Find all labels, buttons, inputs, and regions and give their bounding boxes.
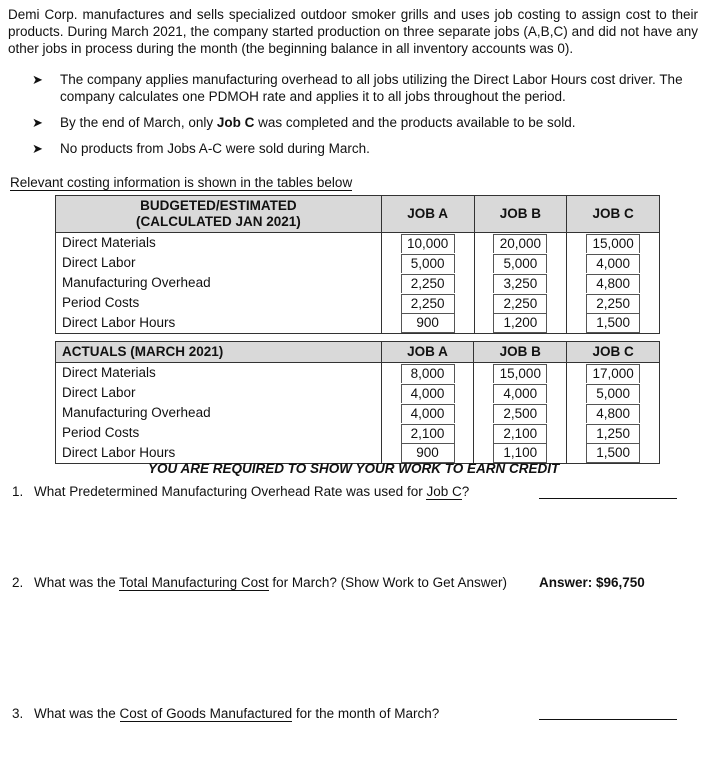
answer-3-blank[interactable] xyxy=(539,719,677,720)
actuals-col-header: JOB A xyxy=(381,342,474,363)
cell-value: 8,000 xyxy=(401,364,455,383)
row-label: Manufacturing Overhead xyxy=(56,403,382,423)
cell-value: 1,100 xyxy=(493,443,547,463)
cell-value: 1,200 xyxy=(493,313,547,333)
budget-header-row xyxy=(56,196,660,233)
budget-col-header: JOB A xyxy=(381,196,474,233)
cell-value: 900 xyxy=(401,313,455,333)
answer-1-blank[interactable] xyxy=(539,498,677,499)
bullet-item xyxy=(30,71,695,105)
cell-value: 2,100 xyxy=(401,424,455,443)
row-label: Direct Labor Hours xyxy=(56,313,382,334)
table-row xyxy=(56,293,660,313)
row-label: Direct Labor xyxy=(56,383,382,403)
cell-value: 4,800 xyxy=(586,274,640,293)
table-row xyxy=(56,313,660,334)
row-label: Period Costs xyxy=(56,423,382,443)
cell-value: 2,100 xyxy=(493,424,547,443)
actuals-table xyxy=(55,341,660,464)
cell-value: 5,000 xyxy=(401,254,455,273)
table-row xyxy=(56,233,660,254)
bullet-text: By the end of March, only xyxy=(60,115,217,130)
cell-value: 2,250 xyxy=(493,294,547,313)
row-label: Direct Materials xyxy=(56,363,382,384)
actuals-title: ACTUALS (MARCH 2021) xyxy=(56,342,382,363)
bullet-text: No products from Jobs A-C were sold during March. xyxy=(60,141,370,156)
cell-value: 4,000 xyxy=(401,404,455,423)
cell-value: 15,000 xyxy=(493,364,547,383)
actuals-col-header: JOB B xyxy=(474,342,567,363)
cell-value: 4,000 xyxy=(401,384,455,403)
cell-value: 5,000 xyxy=(493,254,547,273)
question-3: 3. What was the Cost of Goods Manufactured for the month of March? xyxy=(12,706,440,721)
cell-value: 4,000 xyxy=(586,254,640,273)
cell-value: 2,250 xyxy=(401,274,455,293)
cell-value: 2,250 xyxy=(401,294,455,313)
actuals-col-header: JOB C xyxy=(567,342,660,363)
cell-value: 2,500 xyxy=(493,404,547,423)
bullet-item xyxy=(30,114,695,131)
budget-table xyxy=(55,195,660,334)
cell-value: 17,000 xyxy=(586,364,640,383)
table-row xyxy=(56,423,660,443)
bullet-bold-text: Job C xyxy=(216,115,255,130)
cell-value: 1,500 xyxy=(586,443,640,463)
actuals-header-row xyxy=(56,342,660,363)
table-row xyxy=(56,403,660,423)
cell-value: 2,250 xyxy=(586,294,640,313)
budget-col-header: JOB C xyxy=(567,196,660,233)
row-label: Direct Labor Hours xyxy=(56,443,382,464)
cell-value: 4,000 xyxy=(493,384,547,403)
answer-2: Answer: $96,750 xyxy=(539,575,645,590)
cell-value: 900 xyxy=(401,443,455,463)
cell-value: 1,250 xyxy=(586,424,640,443)
table-row xyxy=(56,363,660,384)
question-2: 2. What was the Total Manufacturing Cost for March? (Show Work to Get Answer) xyxy=(12,575,507,590)
question-1: 1. What Predetermined Manufacturing Overhead Rate was used for Job C? xyxy=(12,484,470,499)
arrow-bullet-icon: ➤ xyxy=(32,72,43,87)
intro-paragraph: Demi Corp. manufactures and sells specialized outdoor smoker grills and uses job costing to assign cost to their products. During March 2021, the company started production on three separate jobs (A,B,C) and did not have any other jobs in process during the month (the beginning balance in all inventory accounts was 0). xyxy=(8,7,698,56)
bullet-text: was completed and the products available to be sold. xyxy=(254,115,576,130)
arrow-bullet-icon: ➤ xyxy=(32,141,43,156)
row-label: Direct Labor xyxy=(56,253,382,273)
arrow-bullet-icon: ➤ xyxy=(32,115,43,130)
relevant-info-text: Relevant costing information is shown in the tables below xyxy=(10,175,353,190)
budget-col-header: JOB B xyxy=(474,196,567,233)
budget-title: BUDGETED/ESTIMATED (CALCULATED JAN 2021) xyxy=(56,196,382,233)
cell-value: 1,500 xyxy=(586,313,640,333)
row-label: Manufacturing Overhead xyxy=(56,273,382,293)
cell-value: 15,000 xyxy=(586,234,640,253)
cell-value: 3,250 xyxy=(493,274,547,293)
bullet-list xyxy=(30,71,695,157)
required-note: YOU ARE REQUIRED TO SHOW YOUR WORK TO EARN CREDIT xyxy=(148,461,560,476)
bullet-text: The company applies manufacturing overhead to all jobs utilizing the Direct Labor Hours cost driver. The company calculates one PDMOH rate and applies it to all jobs throughout the period. xyxy=(60,72,683,104)
bullet-item xyxy=(30,140,695,157)
cell-value: 5,000 xyxy=(586,384,640,403)
row-label: Period Costs xyxy=(56,293,382,313)
cell-value: 4,800 xyxy=(586,404,640,423)
row-label: Direct Materials xyxy=(56,233,382,254)
cell-value: 10,000 xyxy=(401,234,455,253)
table-row xyxy=(56,253,660,273)
table-row xyxy=(56,273,660,293)
cell-value: 20,000 xyxy=(493,234,547,253)
table-row xyxy=(56,383,660,403)
